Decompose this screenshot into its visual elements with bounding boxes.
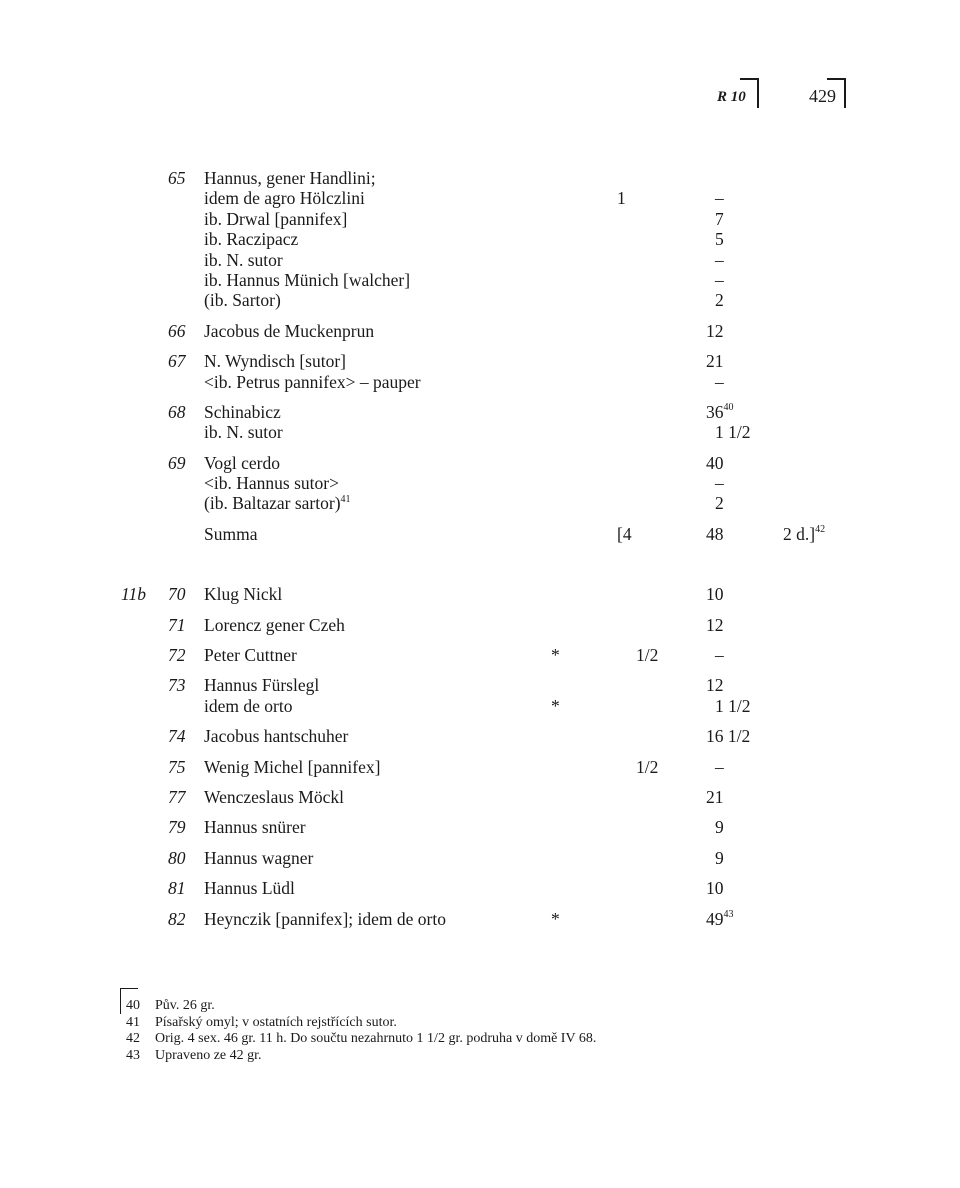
- value-col-3-text: 2: [715, 493, 724, 514]
- entry-gap: [0, 868, 960, 878]
- entry-name-text: Jacobus hantschuher: [204, 726, 349, 747]
- entry-name: [204, 372, 421, 392]
- entry-name: [204, 188, 365, 208]
- entry-name: [204, 584, 282, 604]
- entry-line: [0, 168, 960, 188]
- entry-name: [204, 229, 298, 249]
- entry-number: 67: [168, 351, 186, 372]
- value-col-3-text: 12: [706, 675, 724, 696]
- value-col-3: [706, 726, 750, 746]
- footnotes: [0, 998, 960, 1064]
- entry-name-text: Lorencz gener Czeh: [204, 614, 345, 635]
- entry-number: 82: [168, 908, 186, 929]
- register-entry: [0, 787, 960, 807]
- entry-name-text: idem de agro Hölczlini: [204, 188, 365, 209]
- entry-name: [204, 453, 280, 473]
- value-col-3: [715, 290, 724, 310]
- entry-number: 73: [168, 675, 186, 696]
- entry-name: [204, 524, 257, 544]
- footnote-number: 43: [126, 1047, 140, 1063]
- footnote-ref: 40: [723, 402, 734, 414]
- value-col-3: [715, 757, 724, 777]
- entry-line: [0, 909, 960, 929]
- entry-name-text: (ib. Baltazar sartor): [204, 493, 341, 514]
- value-col-3: [715, 229, 724, 249]
- entry-line: [0, 787, 960, 807]
- entry-name: [204, 270, 410, 290]
- footnote-text: Upraveno ze 42 gr.: [155, 1047, 262, 1063]
- value-col-3-text: –: [715, 473, 724, 494]
- entry-gap: [0, 899, 960, 909]
- register-entries: [0, 168, 960, 929]
- entry-line: [0, 351, 960, 371]
- value-col-3-text: 12: [706, 614, 724, 635]
- entry-number: 69: [168, 452, 186, 473]
- entry-gap: [0, 716, 960, 726]
- entry-name: [204, 209, 347, 229]
- folio-margin-note: 11b: [121, 584, 146, 605]
- value-col-3: [715, 493, 724, 513]
- entry-number: 65: [168, 168, 186, 188]
- register-entry: [0, 524, 960, 544]
- value-col-3-text: 9: [715, 847, 724, 868]
- register-entry: [0, 817, 960, 837]
- footnote-text: Písařský omyl; v ostatních rejstřících sutor.: [155, 1014, 397, 1030]
- entry-name-text: ib. Hannus Münich [walcher]: [204, 269, 411, 290]
- footnote: [0, 1015, 960, 1032]
- value-col-3: [715, 473, 724, 493]
- entry-line: [0, 209, 960, 229]
- entry-name: [204, 787, 344, 807]
- value-col-3-text: 48: [706, 523, 724, 544]
- register-entry: [0, 615, 960, 635]
- entry-line: [0, 473, 960, 493]
- entry-name: [204, 321, 374, 341]
- value-col-3: [715, 848, 724, 868]
- entry-line: [0, 188, 960, 208]
- entry-number: 66: [168, 320, 186, 341]
- footnote-ref: 42: [815, 524, 826, 536]
- value-col-3-text: –: [715, 756, 724, 777]
- footnote-number: 40: [126, 998, 140, 1013]
- value-col-2: 1/2: [636, 756, 659, 777]
- value-col-3-text: 5: [715, 229, 724, 250]
- entry-line: [0, 402, 960, 422]
- value-col-3-text: 36: [706, 401, 724, 422]
- footnote-number: 41: [126, 1014, 140, 1030]
- entry-line: [0, 645, 960, 665]
- entry-name-text: <ib. Petrus pannifex> – pauper: [204, 371, 421, 392]
- entry-name: [204, 878, 295, 898]
- entry-name-text: Hannus, gener Handlini;: [204, 168, 376, 188]
- value-col-3: [715, 696, 751, 716]
- entry-number: 81: [168, 878, 186, 899]
- entry-line: [0, 422, 960, 442]
- entry-gap: [0, 665, 960, 675]
- entry-name-text: Schinabicz: [204, 401, 281, 422]
- entry-gap: [0, 747, 960, 757]
- entry-line: [0, 675, 960, 695]
- entry-name: [204, 351, 346, 371]
- value-col-1: [4: [617, 523, 632, 544]
- entry-name: [204, 615, 345, 635]
- page-corner-mark: [827, 78, 846, 108]
- entry-name: [204, 473, 339, 493]
- entry-line: [0, 290, 960, 310]
- entry-name-text: <ib. Hannus sutor>: [204, 473, 339, 494]
- asterisk-mark: *: [551, 645, 560, 666]
- entry-line: [0, 321, 960, 341]
- entry-line: [0, 726, 960, 746]
- footnote-text: Orig. 4 sex. 46 gr. 11 h. Do součtu nezahrnuto 1 1/2 gr. podruha v domě IV 68.: [155, 1031, 597, 1047]
- register-entry: [0, 453, 960, 514]
- value-col-3: [715, 817, 724, 837]
- entry-number: 79: [168, 817, 186, 838]
- entry-line: [0, 817, 960, 837]
- entry-name: [204, 817, 306, 837]
- footnote: [0, 998, 960, 1015]
- value-col-1: 1: [617, 188, 626, 209]
- footnote-ref: 41: [340, 493, 351, 505]
- entry-gap: [0, 807, 960, 817]
- value-col-3-text: 2: [715, 290, 724, 311]
- value-col-3: [706, 675, 724, 695]
- value-col-3: [715, 188, 724, 208]
- entry-line: [0, 229, 960, 249]
- register-entry: [0, 321, 960, 341]
- value-col-3: [706, 909, 734, 929]
- entry-line: [0, 453, 960, 473]
- entry-line: [0, 250, 960, 270]
- entry-name-text: Hannus snürer: [204, 817, 306, 838]
- value-col-3-text: 7: [715, 208, 724, 229]
- value-col-3: [706, 351, 724, 371]
- value-col-4-text: 2 d.]: [783, 523, 816, 544]
- entry-name: [204, 422, 283, 442]
- value-col-3-text: –: [715, 371, 724, 392]
- entry-name-text: Hannus Lüdl: [204, 878, 295, 899]
- entry-name-text: Peter Cuttner: [204, 645, 297, 666]
- entry-line: [0, 372, 960, 392]
- entry-line: [0, 615, 960, 635]
- value-col-3-text: 49: [706, 908, 724, 929]
- value-col-2: 1/2: [636, 645, 659, 666]
- value-col-3: [715, 209, 724, 229]
- page-number: 429: [809, 86, 836, 106]
- entry-name: [204, 168, 376, 188]
- value-col-3-text: 40: [706, 452, 724, 473]
- entry-name: [204, 645, 297, 665]
- register-entry: [0, 584, 960, 604]
- footnote-text: Pův. 26 gr.: [155, 998, 215, 1013]
- value-col-3: [715, 422, 751, 442]
- entry-number: 68: [168, 401, 186, 422]
- entry-name: [204, 909, 446, 929]
- value-col-3-text: 1 1/2: [715, 695, 751, 716]
- entry-name-text: Hannus wagner: [204, 847, 314, 868]
- entry-name-text: Jacobus de Muckenprun: [204, 320, 375, 341]
- entry-line: [0, 493, 960, 513]
- asterisk-mark: *: [551, 908, 560, 929]
- register-entry: [0, 878, 960, 898]
- entry-line: [0, 878, 960, 898]
- value-col-3: [706, 878, 724, 898]
- entry-name-text: ib. Drwal [pannifex]: [204, 208, 348, 229]
- entry-name-text: Hannus Fürslegl: [204, 675, 320, 696]
- value-col-3-text: 9: [715, 817, 724, 838]
- register-entry: [0, 726, 960, 746]
- footnote-number: 42: [126, 1031, 140, 1047]
- value-col-3: [706, 787, 724, 807]
- entry-gap: [0, 544, 960, 584]
- register-entry: [0, 848, 960, 868]
- entry-name-text: ib. Raczipacz: [204, 229, 299, 250]
- register-entry: [0, 909, 960, 929]
- value-col-3-text: 10: [706, 584, 724, 605]
- entry-name-text: Wenczeslaus Möckl: [204, 786, 344, 807]
- entry-gap: [0, 392, 960, 402]
- value-col-3: [706, 402, 734, 422]
- entry-name-text: Heynczik [pannifex]; idem de orto: [204, 908, 446, 929]
- entry-name-text: Summa: [204, 523, 258, 544]
- value-col-3-text: 12: [706, 320, 724, 341]
- register-entry: [0, 168, 960, 311]
- value-col-3: [706, 321, 724, 341]
- entry-name: [204, 726, 348, 746]
- section-reference: R 10: [717, 89, 746, 105]
- value-col-3: [706, 584, 724, 604]
- register-entry: [0, 402, 960, 443]
- entry-name: [204, 290, 281, 310]
- entry-gap: [0, 635, 960, 645]
- entry-line: [0, 524, 960, 544]
- entry-name-text: ib. N. sutor: [204, 422, 283, 443]
- value-col-3: [715, 372, 724, 392]
- entry-number: 74: [168, 726, 186, 747]
- value-col-3-text: 21: [706, 351, 724, 372]
- entry-gap: [0, 341, 960, 351]
- entry-name-text: idem de orto: [204, 695, 293, 716]
- entry-line: [0, 757, 960, 777]
- entry-line: [0, 270, 960, 290]
- entry-number: 80: [168, 847, 186, 868]
- value-col-4: [783, 524, 825, 544]
- entry-name: [204, 848, 313, 868]
- entry-gap: [0, 311, 960, 321]
- entry-name-text: N. Wyndisch [sutor]: [204, 351, 347, 372]
- value-col-3-text: 16 1/2: [706, 726, 751, 747]
- entry-gap: [0, 605, 960, 615]
- value-col-3: [706, 615, 724, 635]
- value-col-3: [715, 645, 724, 665]
- entry-name: [204, 493, 351, 513]
- register-entry: [0, 351, 960, 392]
- value-col-3-text: 21: [706, 786, 724, 807]
- footnote: [0, 1031, 960, 1048]
- asterisk-mark: *: [551, 695, 560, 716]
- entry-name: [204, 696, 292, 716]
- entry-number: 71: [168, 614, 186, 635]
- section-corner-mark: [740, 78, 759, 108]
- register-entry: [0, 675, 960, 716]
- register-entry: [0, 645, 960, 665]
- value-col-3-text: –: [715, 645, 724, 666]
- entry-name: [204, 757, 380, 777]
- entry-name-text: Vogl cerdo: [204, 452, 280, 473]
- entry-name: [204, 250, 283, 270]
- footnote-ref: 43: [723, 908, 734, 920]
- register-entry: [0, 757, 960, 777]
- entry-number: 77: [168, 786, 186, 807]
- entry-name-text: Klug Nickl: [204, 584, 283, 605]
- value-col-3: [706, 524, 724, 544]
- value-col-3: [715, 270, 724, 290]
- entry-gap: [0, 514, 960, 524]
- entry-line: [0, 848, 960, 868]
- value-col-3-text: 1 1/2: [715, 422, 751, 443]
- entry-gap: [0, 443, 960, 453]
- entry-name-text: ib. N. sutor: [204, 249, 283, 270]
- entry-number: 75: [168, 756, 186, 777]
- footnote: [0, 1048, 960, 1065]
- entry-line: [0, 584, 960, 604]
- value-col-3-text: –: [715, 249, 724, 270]
- value-col-3-text: –: [715, 188, 724, 209]
- value-col-3: [706, 453, 724, 473]
- value-col-3-text: 10: [706, 878, 724, 899]
- entry-gap: [0, 777, 960, 787]
- entry-name-text: (ib. Sartor): [204, 290, 281, 311]
- entry-gap: [0, 838, 960, 848]
- value-col-3: [715, 250, 724, 270]
- entry-line: [0, 696, 960, 716]
- entry-name: [204, 402, 281, 422]
- value-col-3-text: –: [715, 269, 724, 290]
- entry-name-text: Wenig Michel [pannifex]: [204, 756, 381, 777]
- entry-name: [204, 675, 319, 695]
- entry-number: 72: [168, 645, 186, 666]
- entry-number: 70: [168, 584, 186, 605]
